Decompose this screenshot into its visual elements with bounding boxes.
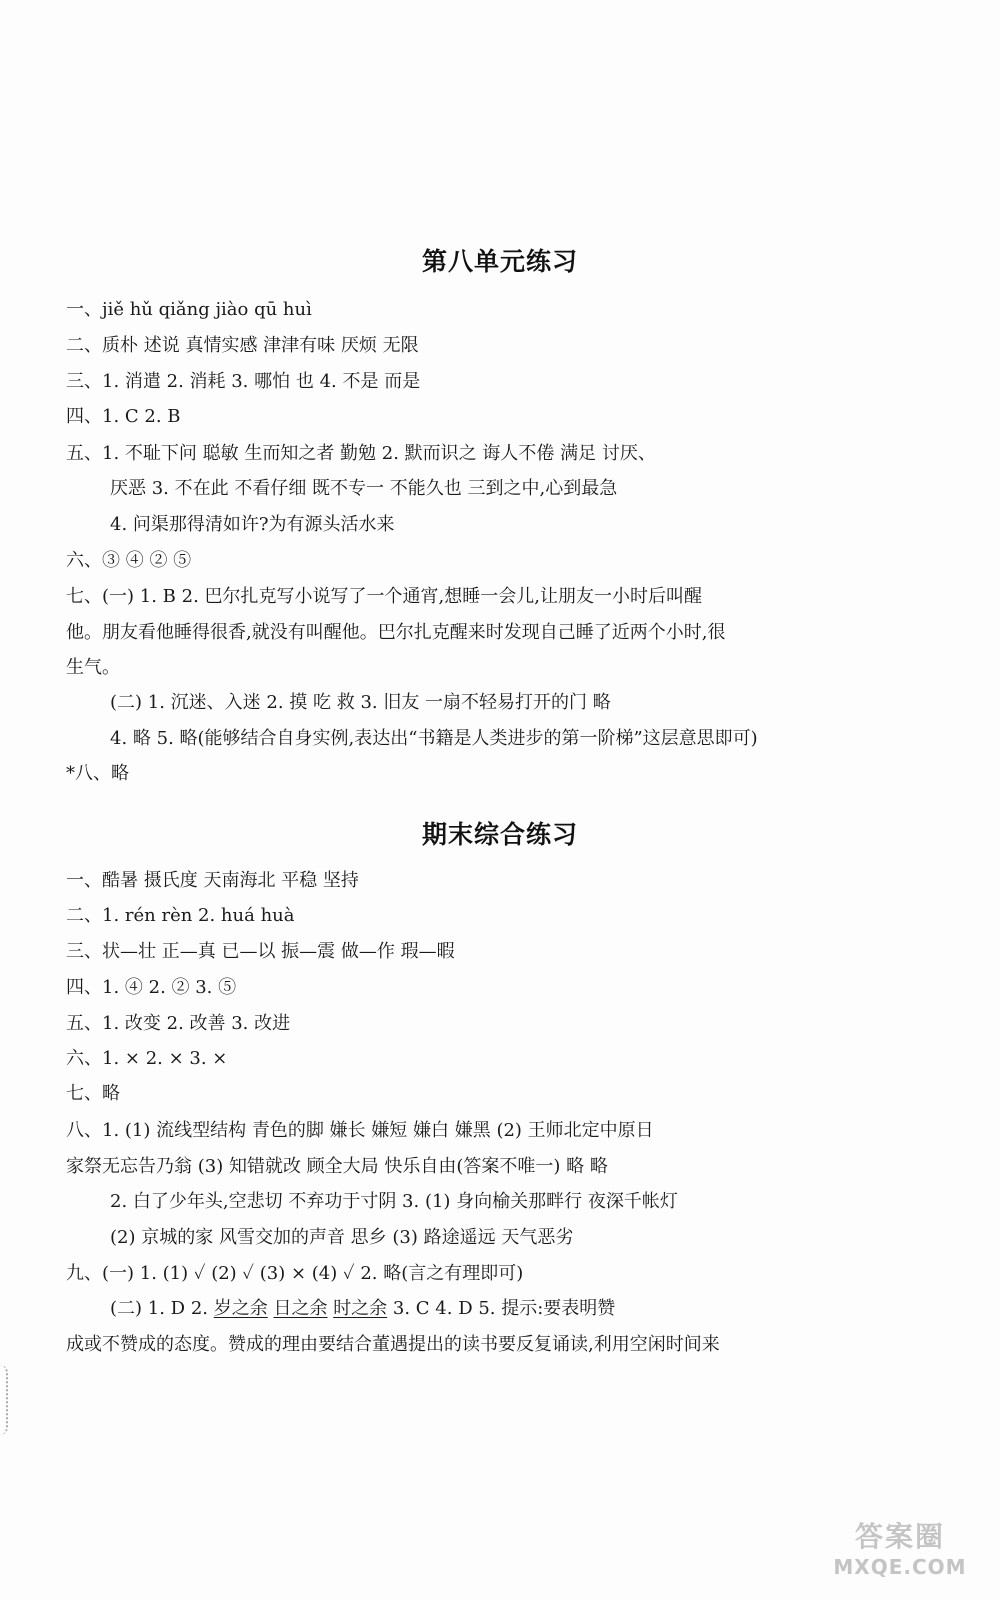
answer-line: 4. 问渠那得清如许?为有源头活水来	[110, 514, 395, 535]
answer-text: (二) 1. D 2.	[110, 1298, 214, 1319]
answer-line: 他。朋友看他睡得很香,就没有叫醒他。巴尔扎克醒来时发现自己睡了近两个小时,很	[66, 622, 726, 643]
answer-line: 三、状—壮 正—真 已—以 振—震 做—作 瑕—暇	[66, 941, 455, 962]
answer-line: 六、1. × 2. × 3. ×	[66, 1048, 228, 1069]
answer-line: 成或不赞成的态度。赞成的理由要结合董遇提出的读书要反复诵读,利用空闲时间来	[66, 1334, 720, 1355]
answer-line: 2. 白了少年头,空悲切 不弃功于寸阴 3. (1) 身向榆关那畔行 夜深千帐灯	[110, 1191, 678, 1212]
section-title-final: 期末综合练习	[421, 820, 578, 849]
watermark-text: 答案圈	[854, 1520, 945, 1553]
answer-text: 3. C 4. D 5. 提示:要表明赞	[387, 1298, 616, 1319]
underlined-answer: 时之余	[333, 1298, 388, 1319]
answer-line: 家祭无忘告乃翁 (3) 知错就改 顾全大局 快乐自由(答案不唯一) 略 略	[66, 1156, 608, 1177]
answer-line: 4. 略 5. 略(能够结合自身实例,表达出“书籍是人类进步的第一阶梯”这层意思即可)	[110, 728, 758, 749]
underlined-answer: 日之余	[273, 1298, 328, 1319]
answer-line: 五、1. 不耻下问 聪敏 生而知之者 勤勉 2. 默而识之 诲人不倦 满足 讨厌、	[66, 443, 656, 464]
answer-line: 九、(一) 1. (1) ✓ (2) ✓ (3) × (4) ✓ 2. 略(言之有理即可)	[66, 1263, 524, 1284]
answer-line: 六、③ ④ ② ⑤	[66, 550, 192, 571]
binding-edge-mark	[0, 1365, 8, 1435]
answer-line: (二) 1. 沉迷、入迷 2. 摸 吃 救 3. 旧友 一扇不轻易打开的门 略	[110, 692, 611, 713]
answer-line: 五、1. 改变 2. 改善 3. 改进	[66, 1013, 291, 1034]
answer-line: 四、1. ④ 2. ② 3. ⑤	[66, 977, 237, 998]
answer-line: 八、1. (1) 流线型结构 青色的脚 嫌长 嫌短 嫌白 嫌黑 (2) 王师北定中原日	[66, 1120, 654, 1141]
underlined-answer: 岁之余	[213, 1298, 268, 1319]
answer-line: 四、1. C 2. B	[66, 406, 181, 427]
watermark-logo	[825, 1515, 975, 1580]
answer-line: *八、略	[66, 763, 129, 784]
answer-line: 二、1. rén rèn 2. huá huà	[66, 905, 295, 926]
answer-line: 二、质朴 述说 真情实感 津津有味 厌烦 无限	[66, 335, 419, 356]
answer-line: 三、1. 消遣 2. 消耗 3. 哪怕 也 4. 不是 而是	[66, 371, 421, 392]
answer-line: 一、jiě hǔ qiǎng jiào qū huì	[66, 299, 312, 320]
answer-line: 七、略	[66, 1083, 120, 1104]
answer-line: 生气。	[66, 657, 120, 678]
section-title-unit8: 第八单元练习	[421, 247, 578, 276]
answer-line: 厌恶 3. 不在此 不看仔细 既不专一 不能久也 三到之中,心到最急	[110, 478, 618, 499]
answer-line-underlined	[110, 1297, 615, 1321]
answer-line: (2) 京城的家 风雪交加的声音 思乡 (3) 路途遥远 天气恶劣	[110, 1227, 574, 1248]
answer-line: 一、酷暑 摄氏度 天南海北 平稳 坚持	[66, 870, 359, 891]
watermark-url: MXQE.COM	[833, 1555, 967, 1579]
answer-line: 七、(一) 1. B 2. 巴尔扎克写小说写了一个通宵,想睡一会儿,让朋友一小时后叫醒	[66, 586, 702, 607]
